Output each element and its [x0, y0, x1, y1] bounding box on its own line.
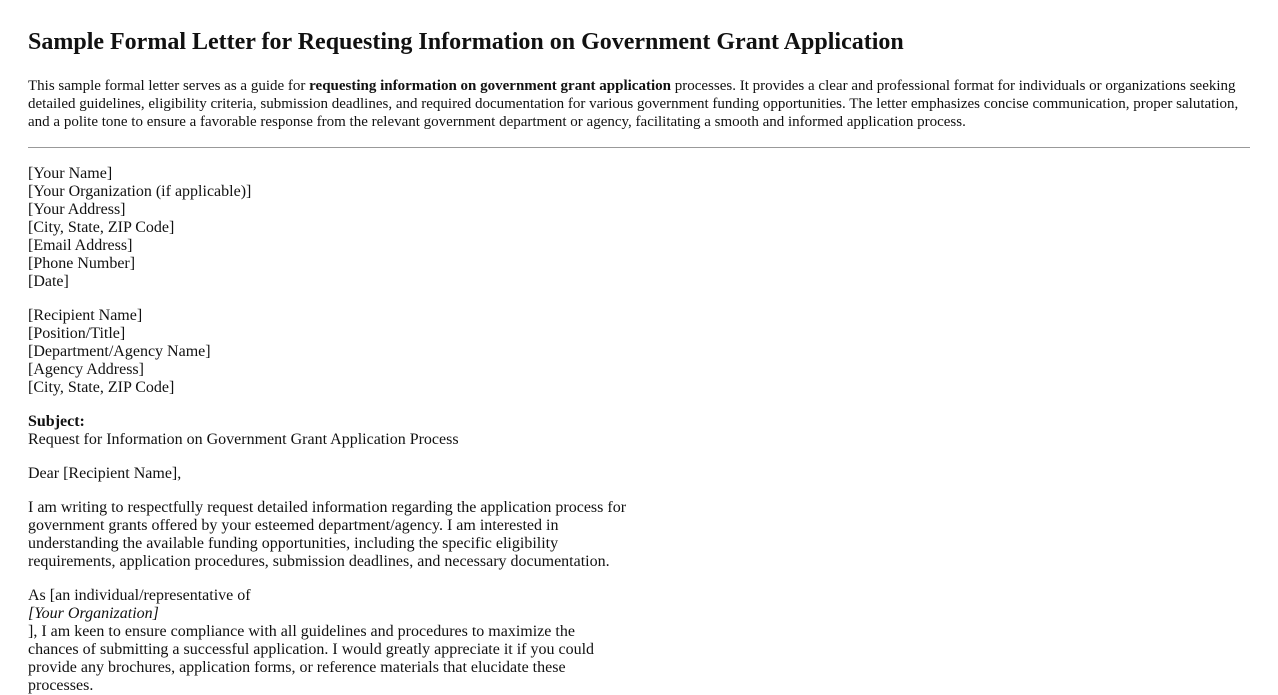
recipient-address: [Agency Address] [28, 361, 144, 378]
page-title: Sample Formal Letter for Requesting Information on Government Grant Application [28, 29, 904, 55]
recipient-address-block [28, 307, 1250, 397]
body-paragraph-2 [28, 587, 608, 695]
document-page [28, 0, 1250, 695]
sender-address: [Your Address] [28, 201, 126, 218]
sender-name: [Your Name] [28, 165, 113, 182]
intro-text-end: processes. It provides a clear and professional format for individuals or organizations seeking detailed guidelines, eligibility criteria, submission deadlines, and required documentation for various government funding opportunities. The letter emphasizes concise communication, proper salutation, and a polite tone to ensure a favorable response from the relevant government department or agency, facilitating a smooth and informed application process. [28, 78, 1239, 130]
subject-line [28, 413, 1250, 449]
sender-phone: [Phone Number] [28, 255, 136, 272]
recipient-position: [Position/Title] [28, 325, 126, 342]
recipient-department: [Department/Agency Name] [28, 343, 211, 360]
paragraph-2-start: As [an individual/representative of [28, 587, 251, 604]
subject-text: Request for Information on Government Grant Application Process [28, 431, 459, 448]
organization-placeholder: [Your Organization] [28, 605, 159, 622]
recipient-city-state-zip: [City, State, ZIP Code] [28, 379, 175, 396]
salutation: Dear [Recipient Name], [28, 465, 182, 482]
sender-city-state-zip: [City, State, ZIP Code] [28, 219, 175, 236]
intro-bold-phrase: requesting information on government grant application [309, 78, 671, 94]
intro-paragraph [28, 77, 1250, 131]
letter-body [28, 165, 1250, 695]
sender-address-block [28, 165, 1250, 291]
recipient-name: [Recipient Name] [28, 307, 143, 324]
body-paragraph-1: I am writing to respectfully request detailed information regarding the application process for government grants offered by your esteemed department/agency. I am interested in understanding the available funding opportunities, including the specific eligibility requirements, application procedures, submission deadlines, and necessary documentation. [28, 499, 627, 570]
paragraph-2-end: ], I am keen to ensure compliance with all guidelines and procedures to maximize the chances of submitting a successful application. I would greatly appreciate it if you could provide any brochures, application forms, or reference materials that elucidate these processes. [28, 623, 595, 694]
intro-text-start: This sample formal letter serves as a guide for [28, 78, 310, 94]
sender-organization: [Your Organization (if applicable)] [28, 183, 252, 200]
letter-date: [Date] [28, 273, 69, 290]
sender-email: [Email Address] [28, 237, 133, 254]
divider [28, 147, 1250, 148]
subject-label: Subject: [28, 413, 85, 430]
